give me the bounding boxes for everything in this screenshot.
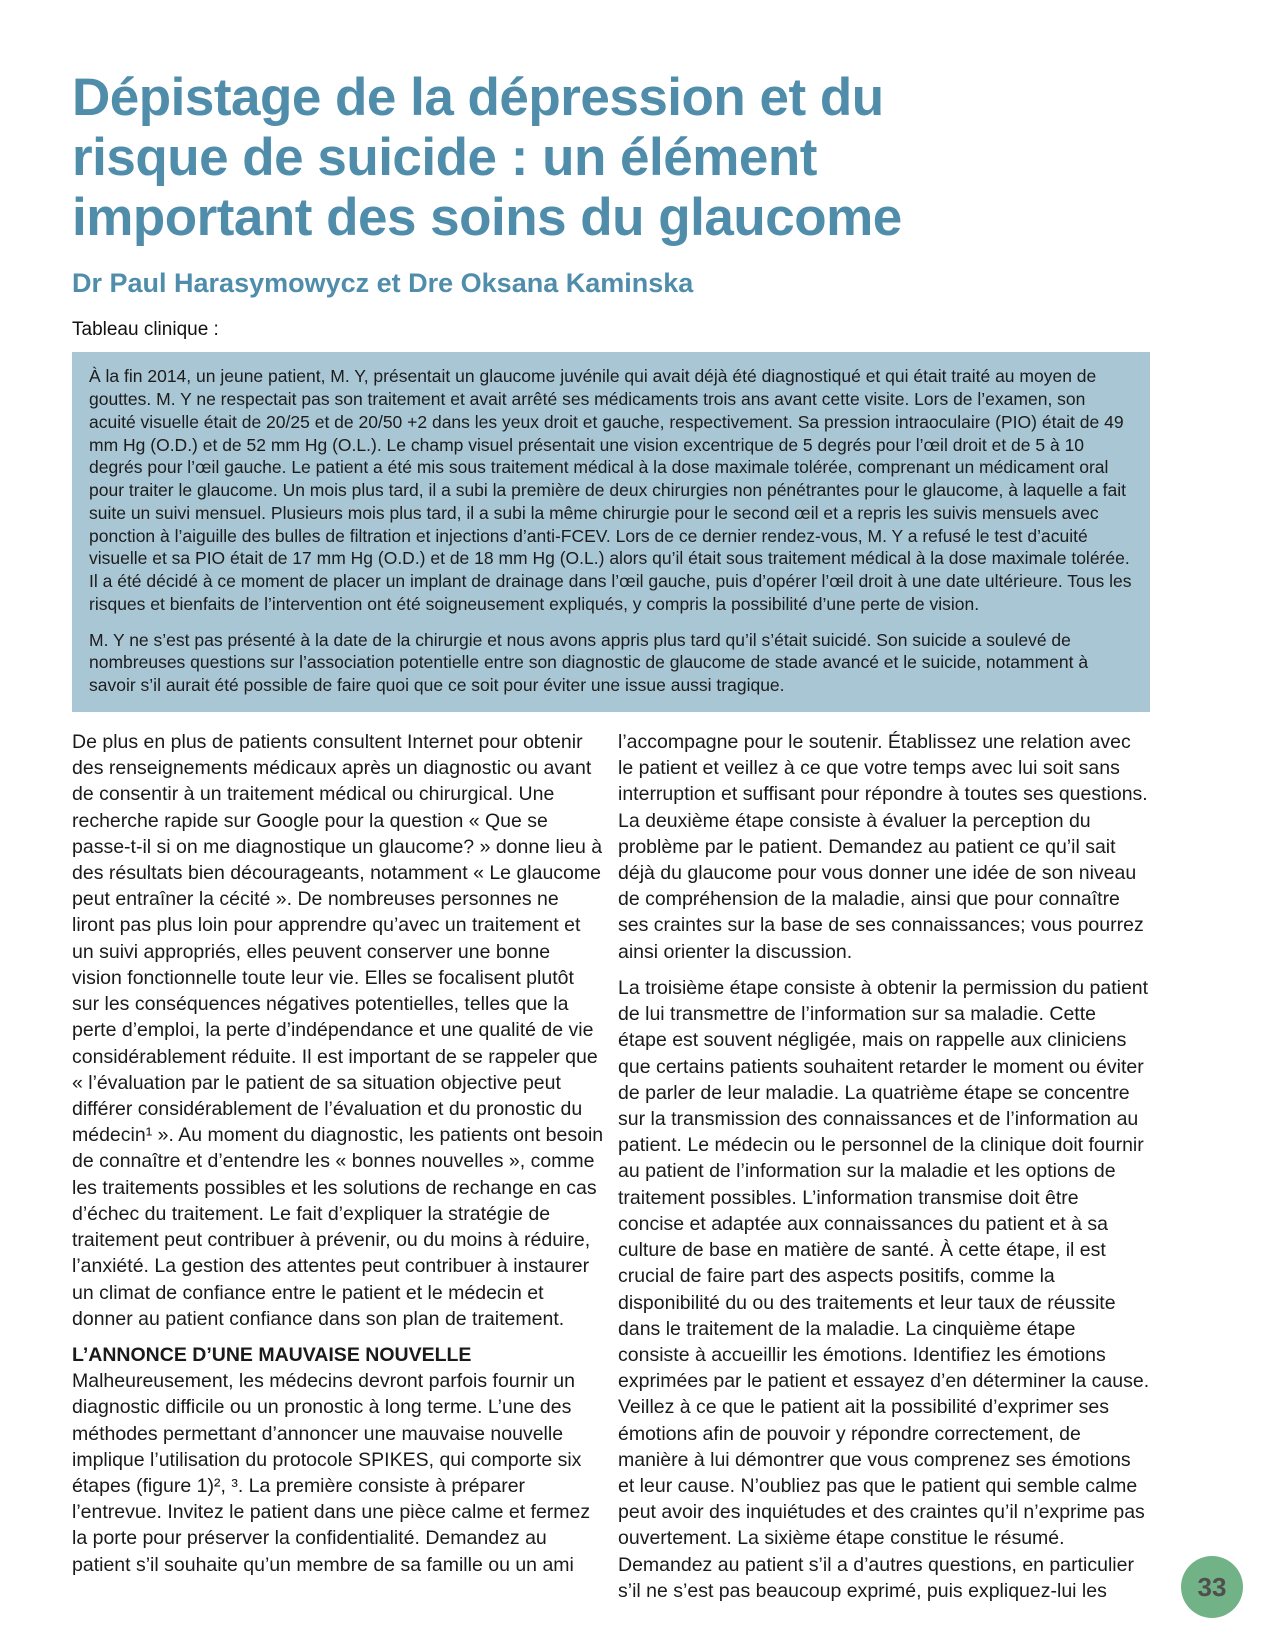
clinical-case-paragraph: M. Y ne s’est pas présenté à la date de la chirurgie et nous avons appris plus tard qu’il s’était suicidé. Son suicide a soulevé de nombreuses questions sur l’association potentielle entre son diagnostic de glaucome de stade avancé et le suicide, notamment à savoir s’il aurait été possible de faire quoi que ce soit pour éviter une issue aussi tragique.: [89, 629, 1089, 696]
page-number-badge: [1181, 1556, 1243, 1618]
author-line: Dr Paul Harasymowycz et Dre Oksana Kaminska: [72, 268, 694, 299]
body-column-left: [72, 729, 604, 1604]
page-title-line-3: important des soins du glaucome: [72, 188, 902, 248]
body-paragraph: Malheureusement, les médecins devront parfois fournir un diagnostic difficile ou un pronostic à long terme. L’une des méthodes permettant d’annoncer une mauvaise nouvelle implique l’utilisation du protocole SPIKES, qui comporte six étapes (figure 1)², ³. La première consiste à préparer l’entrevue. Invitez le patient dans une pièce calme et fermez la porte pour préserver la confidentialité. Demandez au patient s’il souhaite qu’un membre de sa famille ou un ami: [72, 1370, 591, 1576]
section-heading: L’ANNONCE D’UNE MAUVAISE NOUVELLE: [72, 1343, 472, 1366]
page-title-line-2: risque de suicide : un élément: [72, 128, 817, 188]
clinical-case-label: Tableau clinique :: [72, 319, 219, 341]
page-number: 33: [1197, 1571, 1227, 1602]
body-paragraph: l’accompagne pour le soutenir. Établissez une relation avec le patient et veillez à ce que votre temps avec lui soit sans interruption et suffisant pour répondre à toutes ses questions. La deuxième étape consiste à évaluer la perception du problème par le patient. Demandez au patient ce qu’il sait déjà du glaucome pour vous donner une idée de son niveau de compréhension de la maladie, ainsi que pour connaître ses craintes sur la base de ses connaissances; vous pourrez ainsi orienter la discussion.: [618, 730, 1148, 963]
page-title-line-1: Dépistage de la dépression et du: [72, 68, 884, 127]
page-title: [72, 68, 1150, 248]
body-paragraph: La troisième étape consiste à obtenir la permission du patient de lui transmettre de l’information sur sa maladie. Cette étape est souvent négligée, mais on rappelle aux cliniciens que certains patients souhaitent retarder le moment ou éviter de parler de leur maladie. La quatrième étape se concentre sur la transmission des connaissances et de l’information au patient. Le médecin ou le personnel de la clinique doit fournir au patient de l’information sur la maladie et les options de traitement possibles. L’information transmise doit être concise et adaptée aux connaissances du patient et à sa culture de base en matière de santé. À cette étape, il est crucial de faire part des aspects positifs, comme la disponibilité du ou des traitements et leur taux de réussite dans le traitement de la maladie. La cinquième étape consiste à accueillir les émotions. Identifiez les émotions exprimées par le patient et essayez d’en déterminer la cause. Veillez à ce que le patient ait la possibilité d’exprimer ses émotions afin de pouvoir y répondre correctement, de manière à lui démontrer que vous comprenez ses émotions et leur cause. N’oubliez pas que le patient qui semble calme peut avoir des inquiétudes et des craintes qu’il n’exprime pas ouvertement. La sixième étape constitue le résumé. Demandez au patient s’il a d’autres questions, en particulier s’il ne s’est pas beaucoup exprimé, puis expliquez-lui les: [618, 976, 1150, 1602]
body-column-right: [618, 729, 1150, 1604]
clinical-case-box: [72, 352, 1150, 712]
body-paragraph: De plus en plus de patients consultent Internet pour obtenir des renseignements médicaux après un diagnostic ou avant de consentir à un traitement médical ou chirurgical. Une recherche rapide sur Google pour la question « Que se passe-t-il si on me diagnostique un glaucome? » donne lieu à des résultats bien décourageants, notamment « Le glaucome peut entraîner la cécité ». De nombreuses personnes ne liront pas plus loin pour apprendre qu’avec un traitement et un suivi appropriés, elles peuvent conserver une bonne vision fonctionnelle toute leur vie. Elles se focalisent plutôt sur les conséquences négatives potentielles, telles que la perte d’emploi, la perte d’indépendance et une qualité de vie considérablement réduite. Il est important de se rappeler que « l’évaluation par le patient de sa situation objective peut différer considérablement de l’évaluation et du pronostic du médecin¹ ». Au moment du diagnostic, les patients ont besoin de connaître et d’entendre les « bonnes nouvelles », comme les traitements possibles et les solutions de rechange en cas d’échec du traitement. Le fait d’expliquer la stratégie de traitement peut contribuer à prévenir, ou du moins à réduire, l’anxiété. La gestion des attentes peut contribuer à instaurer un climat de confiance entre le patient et le médecin et donner au patient confiance dans son plan de traitement.: [72, 730, 604, 1330]
body-columns: [72, 729, 1150, 1604]
clinical-case-paragraph: À la fin 2014, un jeune patient, M. Y, présentait un glaucome juvénile qui avait déjà été diagnostiqué et qui était traité au moyen de gouttes. M. Y ne respectait pas son traitement et avait arrêté ses médicaments trois ans avant cette visite. Lors de l’examen, son acuité visuelle était de 20/25 et de 20/50 +2 dans les yeux droit et gauche, respectivement. Sa pression intraoculaire (PIO) était de 49 mm Hg (O.D.) et de 52 mm Hg (O.L.). Le champ visuel présentait une vision excentrique de 5 degrés pour l’œil droit et de 5 à 10 degrés pour l’œil gauche. Le patient a été mis sous traitement médical à la dose maximale tolérée, comprenant un médicament oral pour traiter le glaucome. Un mois plus tard, il a subi la première de deux chirurgies non pénétrantes pour le glaucome, à laquelle a fait suite un suivi mensuel. Plusieurs mois plus tard, il a subi la même chirurgie pour le second œil et a repris les suivis mensuels avec ponction à l’aiguille des bulles de filtration et injections d’anti-FCEV. Lors de ce dernier rendez-vous, M. Y a refusé le test d’acuité visuelle et sa PIO était de 17 mm Hg (O.D.) et de 18 mm Hg (O.L.) alors qu’il était sous traitement médical à la dose maximale tolérée. Il a été décidé à ce moment de placer un implant de drainage dans l’œil gauche, puis d’opérer l’œil droit à une date ultérieure. Tous les risques et bienfaits de l’intervention ont été soigneusement expliqués, y compris la possibilité d’une perte de vision.: [89, 366, 1132, 614]
